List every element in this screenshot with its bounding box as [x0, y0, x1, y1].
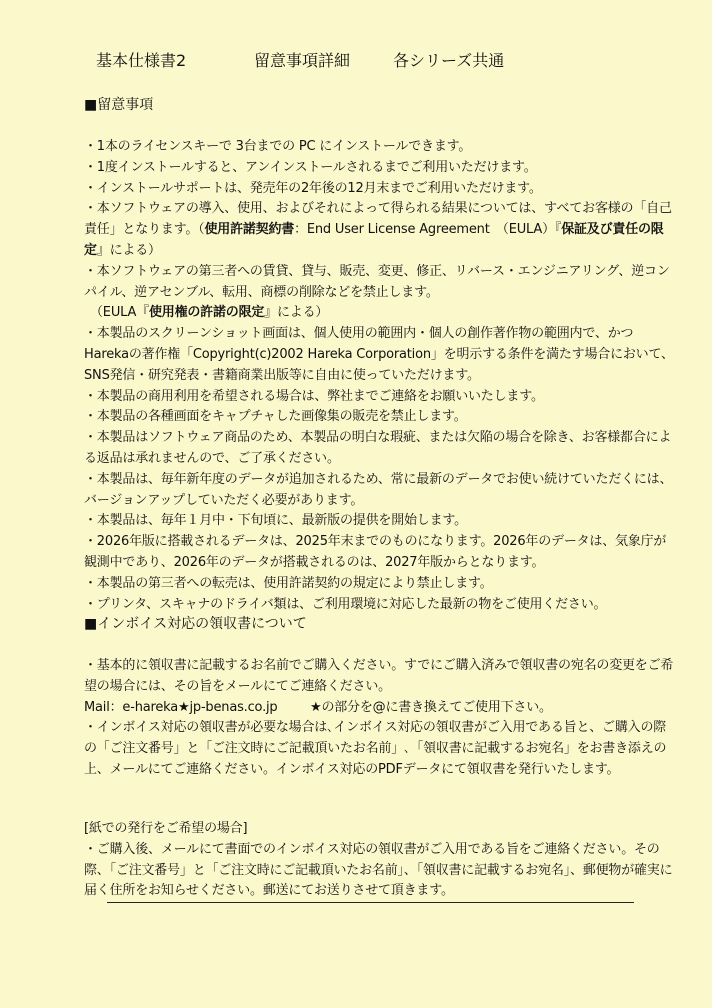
page-title — [96, 50, 504, 72]
mail-line — [84, 698, 674, 719]
title-notes-detail: 留意事項詳細 — [254, 51, 351, 70]
paper-invoice-heading: [紙での発行をご希望の場合] — [84, 821, 248, 836]
list-item-self-responsibility: ・本ソフトウェアの導入、使用、およびそれによって得られる結果については、すべてお客様の「自己責任」となります。（使用許諾契約書：End User License Agreement （EULA）『保証及び責任の限定』による） — [84, 201, 672, 258]
warranty-limit-term: 保証及び責任の限定 — [84, 222, 664, 258]
list-item: ・2026年版に搭載されるデータは、2025年末までのものになります。2026年のデータは、気象庁が観測中であり、2026年のデータが搭載されるのは、2027年版からとなります。 — [84, 534, 667, 570]
list-item: ・プリンタ、スキャナのドライバ類は、ご利用環境に対応した最新の物をご使用ください。 — [84, 596, 607, 612]
invoice-section — [84, 656, 674, 781]
list-item: ・本製品の商用利用を希望される場合は、弊社までご連絡をお願いいたします。 — [84, 388, 544, 404]
notes-heading: ■留意事項 — [84, 97, 154, 113]
eula-reference: （EULA『使用権の許諾の限定』による） — [90, 305, 329, 321]
list-item: ・本製品の各種画面をキャプチャした画像集の販売を禁止します。 — [84, 409, 467, 425]
invoice-name-instructions: ・基本的に領収書に記載するお名前でご購入ください。すでにご購入済みで領収書の宛名の変更をご希望の場合には、その旨をメールにてご連絡ください。 — [84, 658, 674, 694]
notes-list — [84, 137, 674, 615]
title-common: 各シリーズ共通 — [393, 51, 505, 70]
list-item: ・本製品は、毎年１月中・下旬頃に、最新版の提供を開始します。 — [84, 513, 467, 529]
list-item: ・本製品はソフトウェア商品のため、本製品の明白な瑕疵、または欠陥の場合を除き、お客様都合による返品は承れませんので、ご了承ください。 — [84, 430, 672, 466]
invoice-pdf-instructions: ・インボイス対応の領収書が必要な場合は､インボイス対応の領収書がご入用である旨と、ご購入の際の「ご注文番号」と「ご注文時にご記載頂いたお名前」､「領収書に記載するお宛名」をお書き添えの上、メールにてご連絡ください。インボイス対応のPDFデータにて領収書を発行いたします。 — [84, 720, 667, 777]
mail-note: ★の部分を@に書き換えてご使用下さい。 — [310, 699, 552, 715]
license-limit-term: 使用権の許諾の限定 — [148, 305, 265, 321]
list-item: ・本製品は、毎年新年度のデータが追加されるため、常に最新のデータでお使い続けていただくには、バージョンアップしていただく必要があります。 — [84, 471, 673, 508]
divider — [107, 902, 634, 903]
paper-invoice-instructions: ・ご購入後、メールにて書面でのインボイス対応の領収書がご入用である旨をご連絡ください。その際、「ご注文番号」と「ご注文時にご記載頂いたお名前」、「領収書に記載するお宛名」、郵便物が確実に届く住所をお知らせください。郵送にてお送りさせて頂きます。 — [84, 841, 673, 899]
list-item: ・インストールサポートは、発売年の2年後の12月末までご利用いただけます。 — [84, 180, 542, 196]
invoice-heading: ■インボイス対応の領収書について — [84, 616, 307, 632]
title-spec: 基本仕様書2 — [96, 51, 187, 70]
eula-term: 使用許諾契約書 — [204, 222, 295, 238]
mail-address[interactable]: Mail：e-hareka★jp-benas.co.jp — [84, 699, 278, 715]
list-item: ・1度インストールすると、アンインストールされるまでご利用いただけます。 — [84, 159, 537, 175]
list-item: ・本ソフトウェアの第三者への賃貸、貸与、販売、変更、修正、リバース・エンジニアリング、逆コンパイル、逆アセンブル、転用、商標の削除などを禁止します。 — [84, 263, 670, 300]
list-item: ・1本のライセンスキーで 3台までの PC にインストールできます。 — [84, 139, 472, 154]
list-item: ・本製品の第三者への転売は、使用許諾契約の規定により禁止します。 — [84, 575, 493, 591]
paper-invoice-section — [84, 819, 674, 902]
list-item: ・本製品のスクリーンショット画面は、個人使用の範囲内・個人の創作著作物の範囲内で、かつHarekaの著作権「Copyright(c)2002 Hareka Corporation」を明示する条件を満たす場合において、SNS発信・研究発表・書籍商業出版等に自由に使っていただけます。 — [84, 326, 674, 383]
